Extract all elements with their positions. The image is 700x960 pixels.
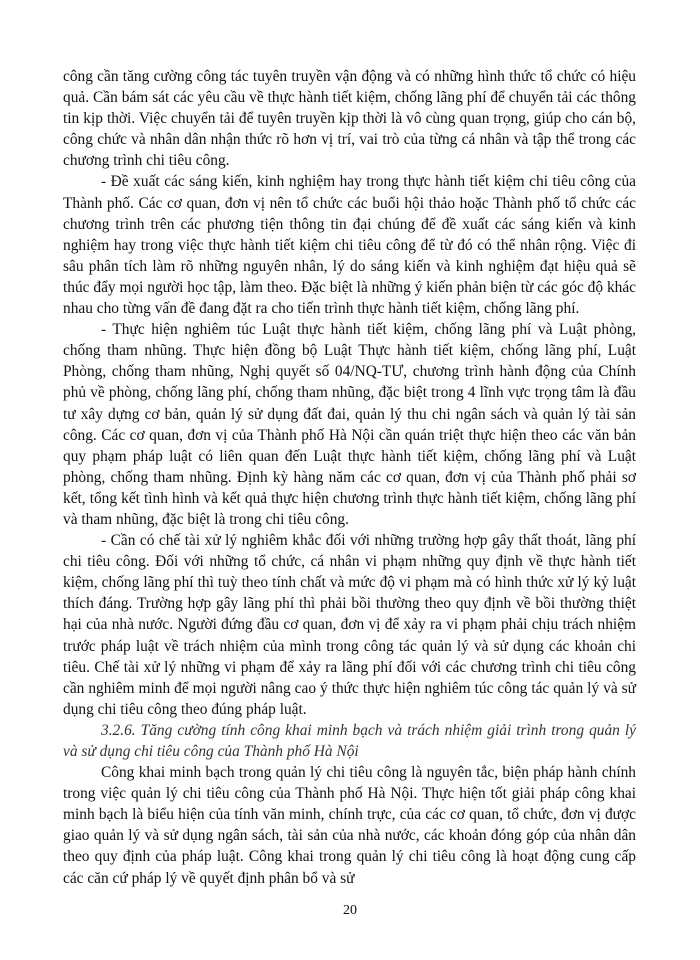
paragraph-proposals: - Đề xuất các sáng kiến, kinh nghiệm hay trong thực hành tiết kiệm chi tiêu công của Thành phố. Các cơ quan, đơn vị nên tổ chức các buổi hội thảo hoặc Thành phố tổ chức các chương trình trên các phương tiện thông tin đại chúng để đề xuất các sáng kiến và kinh nghiệm hay trong việc thực hành tiết kiệm chi tiêu công để từ đó có thể nhân rộng. Việc đi sâu phân tích làm rõ những nguyên nhân, lý do sáng kiến và kinh nghiệm đạt hiệu quả sẽ thúc đẩy mọi người học tập, làm theo. Đặc biệt là những ý kiến phản biện từ các góc độ khác nhau cho từng vấn đề đang đặt ra cho tiến trình thực hành tiết kiệm, chống lãng phí. xyxy=(63,173,636,318)
page-number: 20 xyxy=(343,903,357,918)
paragraph-sanctions: - Cần có chế tài xử lý nghiêm khắc đối với những trường hợp gây thất thoát, lãng phí chi tiêu công. Đối với những tổ chức, cá nhân vi phạm những quy định về thực hành tiết kiệm, chống lãng phí thì tuỳ theo tính chất và mức độ vi phạm mà có hình thức xử lý kỷ luật thích đáng. Trường hợp gây lãng phí thì phải bồi thường theo quy định về bồi thường thiệt hại của nhà nước. Người đứng đầu cơ quan, đơn vị để xảy ra vi phạm phải chịu trách nhiệm trước pháp luật về trách nhiệm của mình trong công tác quản lý và sử dụng các khoản chi tiêu. Chế tài xử lý những vi phạm để xảy ra lãng phí đối với các chương trình chi tiêu công cần nghiêm minh để mọi người nâng cao ý thức thực hiện nghiêm túc công tác quản lý và sử dụng chi tiêu công theo đúng pháp luật. xyxy=(63,532,636,718)
section-heading: 3.2.6. Tăng cường tính công khai minh bạch và trách nhiệm giải trình trong quản lý và sử dụng chi tiêu công của Thành phố Hà Nội xyxy=(63,721,636,760)
paragraph-law-implementation: - Thực hiện nghiêm túc Luật thực hành tiết kiệm, chống lãng phí và Luật phòng, chống tham nhũng. Thực hiện đồng bộ Luật Thực hành tiết kiệm, chống lãng phí, Luật Phòng, chống tham nhũng, Nghị quyết số 04/NQ-TƯ, chương trình hành động của Chính phủ về phòng, chống lãng phí, chống tham nhũng, đặc biệt trong 4 lĩnh vực trọng tâm là đầu tư xây dựng cơ bản, quản lý sử dụng đất đai, quản lý thu chi ngân sách và quản lý tài sản công. Các cơ quan, đơn vị của Thành phố Hà Nội cần quán triệt thực hiện theo các văn bản quy phạm pháp luật có liên quan đến Luật thực hành tiết kiệm, chống lãng phí và Luật phòng, chống tham nhũng. Định kỳ hàng năm các cơ quan, đơn vị của Thành phố phải sơ kết, tổng kết tình hình và kết quả thực hiện chương trình thực hành tiết kiệm, chống lãng phí và tham nhũng, đặc biệt là trong chi tiêu công. xyxy=(63,321,636,528)
paragraph-intro: công cần tăng cường công tác tuyên truyền vận động và có những hình thức tổ chức có hiệu quả. Cần bám sát các yêu cầu về thực hành tiết kiệm, chống lãng phí để chuyển tải các thông tin kịp thời. Việc chuyển tải để tuyên truyền kịp thời là vô cùng quan trọng, giúp cho cán bộ, công chức và nhân dân nhận thức rõ hơn vị trí, vai trò của từng cá nhân và tập thể trong các chương trình chi tiêu công. xyxy=(63,68,636,170)
paragraph-transparency: Công khai minh bạch trong quản lý chi tiêu công là nguyên tắc, biện pháp hành chính trong việc quản lý chi tiêu công của Thành phố Hà Nội. Thực hiện tốt giải pháp công khai minh bạch là biểu hiện của tính văn minh, chính trực, của các cơ quan, tổ chức, đơn vị được giao quản lý và sử dụng ngân sách, tài sản của nhà nước, các khoản đóng góp của nhân dân theo quy định của pháp luật. Công khai trong quản lý chi tiêu công là hoạt động cung cấp các căn cứ pháp lý về quyết định phân bổ và sử xyxy=(63,764,636,887)
document-page xyxy=(63,66,636,889)
